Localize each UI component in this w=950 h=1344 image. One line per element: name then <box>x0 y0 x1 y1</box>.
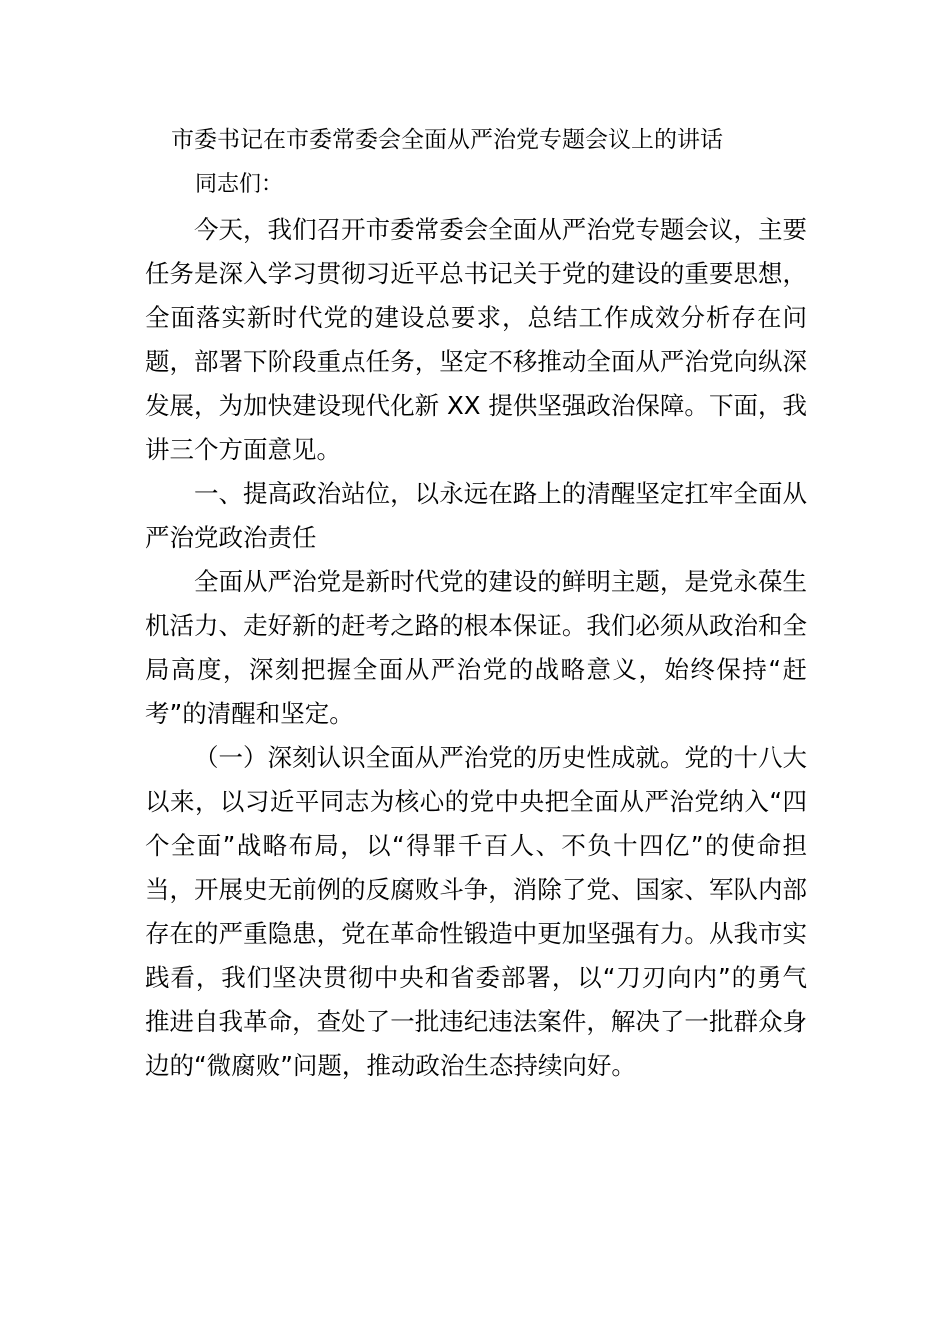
document-title: 市委书记在市委常委会全面从严治党专题会议上的讲话 <box>171 127 723 153</box>
section-heading-one: 一、提高政治站位，以永远在路上的清醒坚定扛牢全面从严治党政治责任 <box>145 479 807 552</box>
paragraph-intro: 今天，我们召开市委常委会全面从严治党专题会议，主要任务是深入学习贯彻习近平总书记关于党的建设的重要思想，全面落实新时代党的建设总要求，总结工作成效分析存在问题，部署下阶段重点任务，坚定不移推动全面从严治党向纵深发展，为加快建设现代化新 XX 提供坚强政治保障。下面，我讲三个方面意见。 <box>145 215 807 464</box>
document-page <box>145 118 807 1088</box>
salutation: 同志们： <box>195 172 284 197</box>
paragraph-subsection-one: （一）深刻认识全面从严治党的历史性成就。党的十八大以来，以习近平同志为核心的党中央把全面从严治党纳入“四个全面”战略布局，以“得罪千百人、不负十四亿”的使命担当，开展史无前例的反腐败斗争，消除了党、国家、军队内部存在的严重隐患，党在革命性锻造中更加坚强有力。从我市实践看，我们坚决贯彻中央和省委部署，以“刀刃向内”的勇气推进自我革命，查处了一批违纪违法案件，解决了一批群众身边的“微腐败”问题，推动政治生态持续向好。 <box>145 743 807 1080</box>
paragraph-section-one: 全面从严治党是新时代党的建设的鲜明主题，是党永葆生机活力、走好新的赶考之路的根本保证。我们必须从政治和全局高度，深刻把握全面从严治党的战略意义，始终保持“赶考”的清醒和坚定。 <box>145 567 807 728</box>
